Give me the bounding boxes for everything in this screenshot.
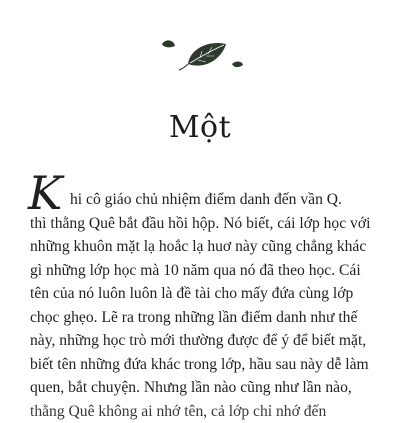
chapter-body-text <box>30 188 382 423</box>
text-line: quen, bắt chuyện. Nhưng lần nào cũng như lần nào, <box>30 376 382 400</box>
leaf-ornament-icon <box>150 34 250 84</box>
small-leaf-right-icon <box>232 61 243 67</box>
text-line: chọc ghẹo. Lẽ ra trong những lần điểm danh như thế <box>30 306 382 330</box>
text-line: thằng Quê không ai nhớ tên, cả lớp chỉ nhớ đến <box>30 400 382 423</box>
text-line: gì những lớp học mà 10 năm qua nó đã theo học. Cái <box>30 259 382 283</box>
text-line: hi cô giáo chủ nhiệm điểm danh đến vần Q. <box>30 188 382 212</box>
text-line: thì thằng Quê bắt đầu hồi hộp. Nó biết, cái lớp học với <box>30 212 382 236</box>
text-line: những khuôn mặt lạ hoắc lạ huơ này cũng chẳng khác <box>30 235 382 259</box>
small-leaf-left-icon <box>162 40 175 47</box>
text-line: biết tên những đứa khác trong lớp, hầu sau này dễ làm <box>30 353 382 377</box>
text-line: tên của nó luôn luôn là đề tài cho mấy đứa cùng lớp <box>30 282 382 306</box>
chapter-title: Một <box>0 108 400 148</box>
drop-cap: K <box>28 168 62 218</box>
text-line: này, những học trò mới thường được để ý để biết mặt, <box>30 329 382 353</box>
